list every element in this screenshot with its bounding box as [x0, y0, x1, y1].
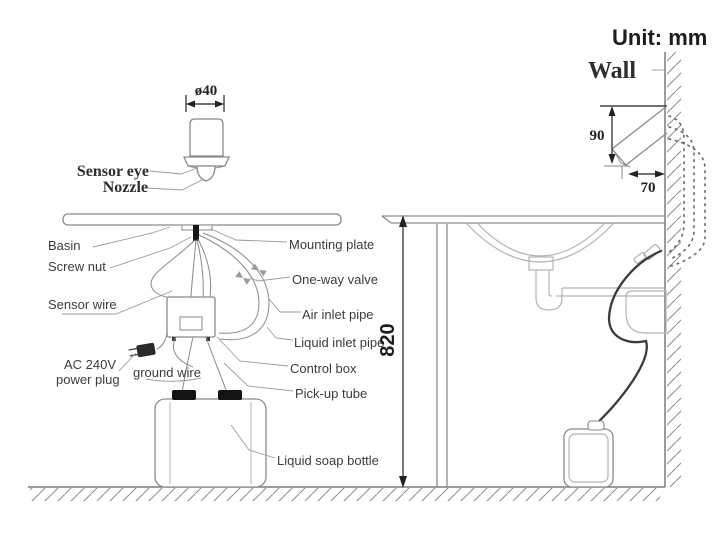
bottle-cap-side [588, 421, 604, 430]
label-air-inlet-pipe: Air inlet pipe [302, 307, 374, 322]
dim-70 [628, 171, 665, 197]
counter-right [382, 216, 665, 487]
dim-90-label: 90 [589, 128, 605, 144]
bottle-cap-icon [218, 390, 242, 400]
dim-820 [377, 215, 407, 488]
supply-tube [593, 251, 661, 427]
label-nozzle: Nozzle [102, 179, 148, 196]
label-ac-240v: AC 240V [64, 357, 117, 372]
nozzle-cone [197, 166, 215, 181]
wall [665, 52, 681, 487]
label-liquid-inlet-pipe: Liquid inlet pipe [294, 335, 385, 350]
label-basin: Basin [48, 238, 81, 253]
label-pick-up-tube: Pick-up tube [295, 386, 368, 401]
label-sensor-eye: Sensor eye [76, 163, 149, 180]
wall-hatch [667, 52, 681, 487]
dim-90 [590, 106, 616, 164]
valve-fitting-icon [633, 252, 646, 264]
dim-diameter [186, 83, 224, 112]
labels-right [588, 25, 707, 84]
dim-70-label: 70 [640, 180, 656, 196]
screw-stub [193, 225, 199, 241]
p-trap [536, 270, 664, 310]
unit-label: Unit: mm [612, 25, 708, 50]
floor-hatch [30, 488, 660, 501]
label-wall: Wall [588, 58, 637, 84]
soap-bottle-right [564, 421, 613, 487]
label-power-plug: power plug [56, 372, 120, 387]
soap-bottle-left [155, 390, 266, 487]
label-ground-wire: ground wire [133, 365, 201, 380]
sink-bowl [467, 224, 613, 270]
control-box [167, 297, 215, 341]
label-screw-nut: Screw nut [48, 259, 106, 274]
bottle-cap-icon [172, 390, 196, 400]
wall-spout-detail [600, 106, 667, 179]
counter-left [63, 214, 341, 225]
dim-diameter-label: ø40 [194, 83, 218, 99]
label-control-box: Control box [290, 361, 357, 376]
label-sensor-wire: Sensor wire [48, 297, 117, 312]
label-liquid-soap-bottle: Liquid soap bottle [277, 453, 379, 468]
label-one-way-valve: One-way valve [292, 272, 378, 287]
label-mounting-plate: Mounting plate [289, 237, 375, 252]
floor [28, 487, 665, 501]
dispenser-head [184, 119, 229, 181]
wires [151, 239, 211, 298]
dim-820-label: 820 [377, 323, 399, 357]
